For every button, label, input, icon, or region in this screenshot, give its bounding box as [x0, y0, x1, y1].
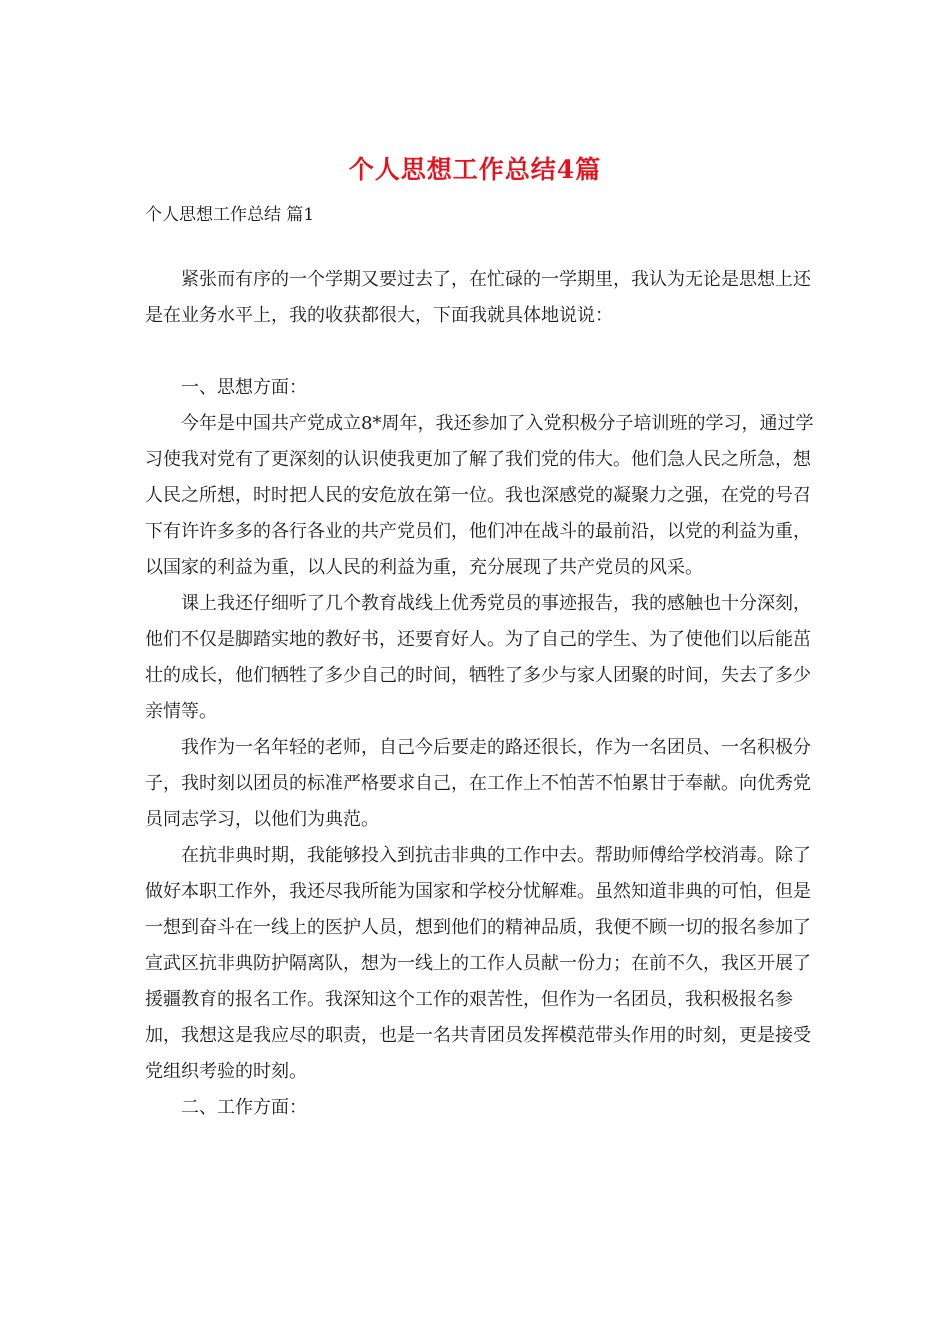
- body-paragraph: 我作为一名年轻的老师，自己今后要走的路还很长，作为一名团员、一名积极分子，我时刻以团员的标准严格要求自己，在工作上不怕苦不怕累甘于奉献。向优秀党员同志学习，以他们为典范。: [145, 737, 811, 830]
- document-body: [145, 262, 817, 1126]
- body-paragraph: 课上我还仔细听了几个教育战线上优秀党员的事迹报告，我的感触也十分深刻，他们不仅是脚踏实地的教好书，还要育好人。为了自己的学生、为了使他们以后能茁壮的成长，他们牺牲了多少自己的时间，牺牲了多少与家人团聚的时间，失去了多少亲情等。: [145, 593, 811, 722]
- document-subtitle: 个人思想工作总结 篇1: [145, 205, 315, 225]
- section-heading-work: 二、工作方面：: [181, 1097, 307, 1118]
- body-paragraph: 在抗非典时期，我能够投入到抗击非典的工作中去。帮助师傅给学校消毒。除了做好本职工作外，我还尽我所能为国家和学校分忧解难。虽然知道非典的可怕，但是一想到奋斗在一线上的医护人员，想到他们的精神品质，我便不顾一切的报名参加了宣武区抗非典防护隔离队，想为一线上的工作人员献一份力；在前不久，我区开展了援疆教育的报名工作。我深知这个工作的艰苦性，但作为一名团员，我积极报名参加，我想这是我应尽的职责，也是一名共青团员发挥模范带头作用的时刻，更是接受党组织考验的时刻。: [145, 845, 811, 1082]
- section-heading-thought: 一、思想方面：: [181, 377, 307, 398]
- document-title: 个人思想工作总结4篇: [348, 155, 602, 184]
- body-paragraph: 今年是中国共产党成立8*周年，我还参加了入党积极分子培训班的学习，通过学习使我对党有了更深刻的认识使我更加了解了我们党的伟大。他们急人民之所急，想人民之所想，时时把人民的安危放在第一位。我也深感党的凝聚力之强，在党的号召下有许许多多的各行各业的共产党员们，他们冲在战斗的最前沿，以党的利益为重，以国家的利益为重，以人民的利益为重，充分展现了共产党员的风采。: [145, 413, 814, 578]
- paragraph-gap: [145, 334, 817, 370]
- intro-paragraph: 紧张而有序的一个学期又要过去了，在忙碌的一学期里，我认为无论是思想上还是在业务水平上，我的收获都很大，下面我就具体地说说：: [145, 269, 811, 326]
